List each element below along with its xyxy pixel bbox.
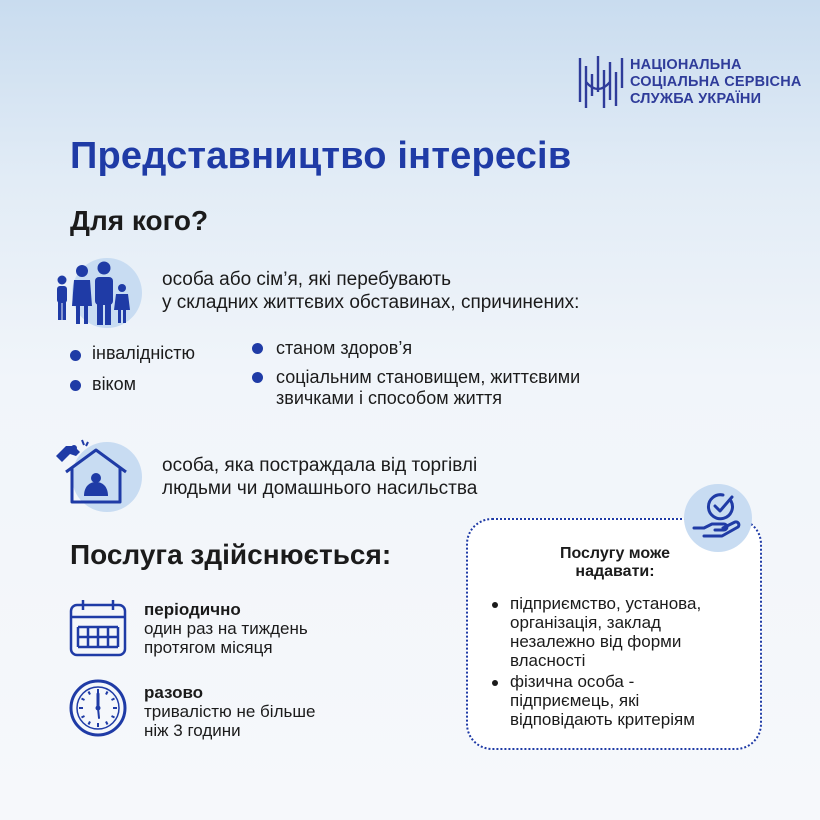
calendar-icon [68, 597, 128, 659]
clock-icon [68, 678, 128, 738]
providers-list [492, 594, 752, 744]
once-label: разово [144, 683, 204, 702]
bullet-dot [492, 602, 498, 608]
bullet-dot [70, 380, 81, 391]
bullet-dot [492, 680, 498, 686]
service-heading: Послуга здійснюється: [70, 539, 392, 570]
provider-item-line: незалежно від форми [510, 632, 682, 651]
once-line: тривалістю не більше [144, 702, 316, 721]
providers-heading-line: надавати: [575, 563, 655, 580]
target-group-2-line: особа, яка постраждала від торгівлі [162, 455, 478, 476]
cause-item: віком [92, 374, 137, 394]
providers-heading [530, 545, 700, 581]
cause-item: інвалідністю [92, 343, 195, 363]
protected-home-icon [52, 436, 132, 508]
cause-item: соціальним становищем, життєвими [276, 367, 581, 387]
target-group-2-line: людьми чи домашнього насильства [162, 478, 478, 499]
org-name-line: НАЦІОНАЛЬНА [630, 57, 742, 73]
provider-item-line: власності [510, 651, 586, 670]
nssu-logo [576, 52, 624, 112]
provider-item-line: підприємство, установа, [510, 594, 702, 613]
hand-check-icon [682, 482, 754, 550]
providers-heading-line: Послугу може [559, 545, 671, 562]
target-group-1-line: у складних життєвих обставинах, спричинених: [162, 292, 580, 313]
bullet-dot [252, 372, 263, 383]
page-title: Представництво інтересів [70, 135, 572, 177]
for-whom-heading: Для кого? [70, 205, 209, 236]
bullet-dot [70, 350, 81, 361]
target-group-2 [162, 454, 477, 500]
target-group-1-line: особа або сім’я, які перебувають [162, 269, 452, 290]
periodic-label: періодично [144, 600, 241, 619]
target-group-1 [162, 268, 579, 314]
provider-item-line: підприємець, які [510, 691, 640, 710]
provider-item-line: організація, заклад [510, 613, 661, 632]
periodic-line: один раз на тиждень [144, 619, 308, 638]
family-icon [52, 258, 142, 326]
org-name-line: СЛУЖБА УКРАЇНИ [630, 91, 762, 107]
org-name [630, 57, 802, 108]
bullet-dot [252, 343, 263, 354]
once-line: ніж 3 години [144, 721, 241, 740]
periodic-line: протягом місяця [144, 638, 273, 657]
provider-item-line: фізична особа - [510, 672, 635, 691]
cause-item-continued: звичками і способом життя [276, 388, 502, 408]
provider-item-line: відповідають критеріям [510, 710, 695, 729]
once-info [144, 683, 315, 740]
cause-item: станом здоров’я [276, 338, 413, 358]
org-name-line: СОЦІАЛЬНА СЕРВІСНА [630, 74, 802, 90]
periodic-info [144, 600, 308, 657]
